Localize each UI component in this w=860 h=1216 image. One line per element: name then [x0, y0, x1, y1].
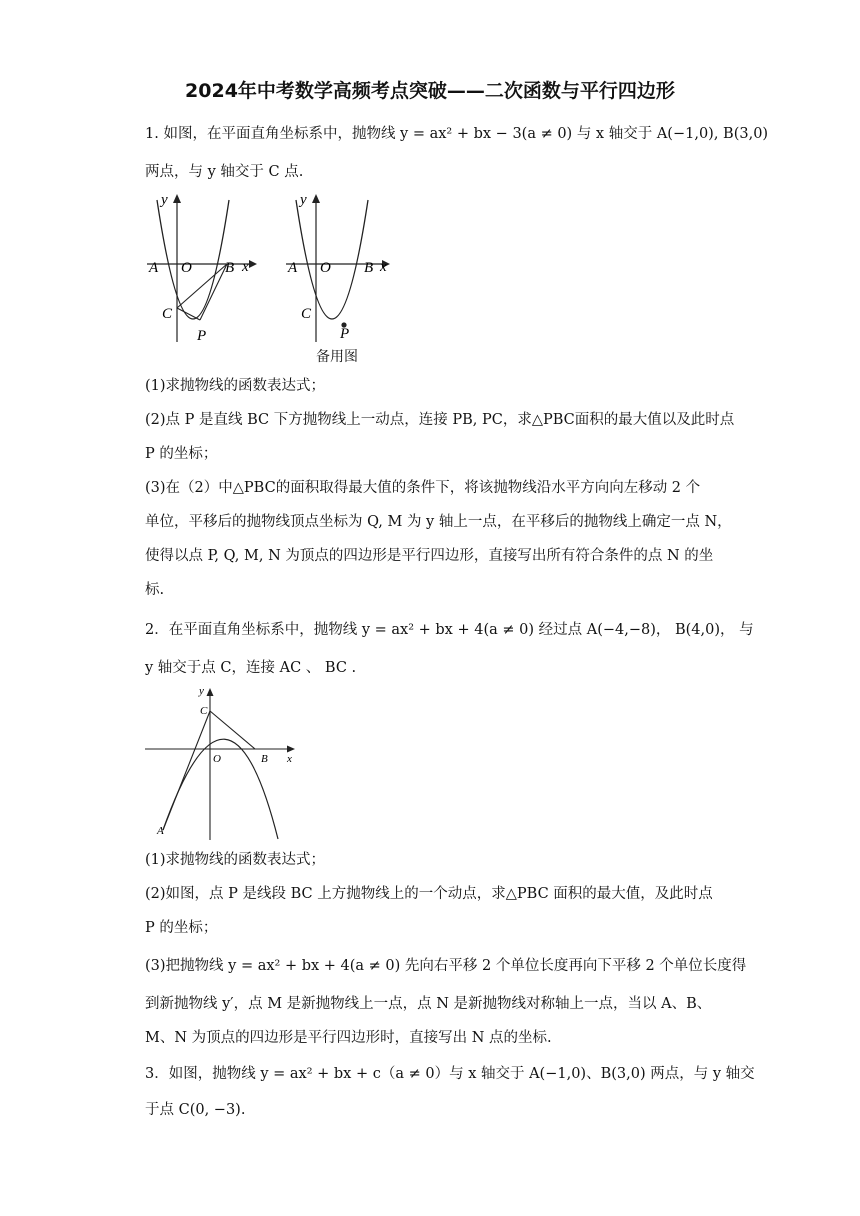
fig2-point-b-label: B	[261, 753, 268, 765]
backup-point-c-label: C	[301, 306, 312, 322]
problem-1-figure-backup	[284, 190, 404, 350]
backup-y-axis-label: y	[300, 192, 307, 208]
problem-2-question-2-line-1: (2)如图，点 P 是线段 BC 上方抛物线上的一个动点，求△PBC 面积的最大值，及此时点	[145, 886, 713, 902]
problem-2-statement-line-1: 2．在平面直角坐标系中，抛物线 y = ax² + bx + 4(a ≠ 0) 经过点 A(−4,−8)， B(4,0)， 与	[145, 622, 754, 638]
problem-1-question-3-line-1: (3)在（2）中△PBC的面积取得最大值的条件下，将该抛物线沿水平方向向左移动 2 个	[145, 480, 701, 496]
problem-1-figure-main	[145, 190, 265, 350]
problem-3-statement-line-2: 于点 C(0, −3).	[145, 1102, 246, 1118]
problem-2-question-3-line-3: M、N 为顶点的四边形是平行四边形时，直接写出 N 点的坐标.	[145, 1030, 552, 1046]
backup-figure-caption: 备用图	[316, 349, 358, 365]
problem-2-question-3-line-2: 到新抛物线 y′，点 M 是新抛物线上一点，点 N 是新抛物线对称轴上一点，当以 A、B、	[145, 996, 712, 1012]
fig2-origin-label: O	[213, 753, 221, 765]
y-axis-label: y	[161, 192, 168, 208]
origin-label: O	[181, 260, 192, 276]
problem-1-question-2-line-2: P 的坐标；	[145, 446, 218, 462]
backup-point-p-label: P	[340, 326, 350, 342]
point-a-label: A	[149, 260, 159, 276]
problem-2-statement-line-2: y 轴交于点 C，连接 AC 、 BC .	[145, 660, 357, 676]
backup-origin-label: O	[320, 260, 331, 276]
problem-1-question-3-line-4: 标.	[145, 582, 165, 598]
fig2-point-c-label: C	[200, 705, 208, 717]
backup-x-axis-label: x	[380, 259, 387, 275]
problem-1-statement-line-1: 1. 如图，在平面直角坐标系中，抛物线 y = ax² + bx − 3(a ≠ 0) 与 x 轴交于 A(−1,0), B(3,0)	[145, 126, 769, 142]
point-c-label: C	[162, 306, 173, 322]
problem-2-question-3-line-1: (3)把抛物线 y = ax² + bx + 4(a ≠ 0) 先向右平移 2 个单位长度再向下平移 2 个单位长度得	[145, 958, 747, 974]
page-title: 2024年中考数学高频考点突破——二次函数与平行四边形	[185, 80, 675, 102]
problem-1-question-1: (1)求抛物线的函数表达式；	[145, 378, 326, 394]
backup-point-a-label: A	[288, 260, 298, 276]
fig2-y-axis-label: y	[199, 685, 204, 697]
x-axis-label: x	[242, 259, 249, 275]
problem-3-statement-line-1: 3．如图，抛物线 y = ax² + bx + c（a ≠ 0）与 x 轴交于 A(−1,0)、B(3,0) 两点，与 y 轴交	[145, 1066, 755, 1082]
problem-2-figure	[145, 684, 305, 846]
point-b-label: B	[225, 260, 235, 276]
problem-1-question-3-line-3: 使得以点 P, Q, M, N 为顶点的四边形是平行四边形，直接写出所有符合条件的点 N 的坐	[145, 548, 714, 564]
problem-2-question-1: (1)求抛物线的函数表达式；	[145, 852, 326, 868]
problem-1-question-2-line-1: (2)点 P 是直线 BC 下方抛物线上一动点，连接 PB, PC，求△PBC面积的最大值以及此时点	[145, 412, 735, 428]
problem-1-question-3-line-2: 单位，平移后的抛物线顶点坐标为 Q, M 为 y 轴上一点，在平移后的抛物线上确定一点 N，	[145, 514, 732, 530]
problem-1-statement-line-2: 两点，与 y 轴交于 C 点.	[145, 164, 304, 180]
backup-point-b-label: B	[364, 260, 374, 276]
problem-2-question-2-line-2: P 的坐标；	[145, 920, 218, 936]
fig2-point-a-label: A	[157, 825, 164, 837]
point-p-label: P	[197, 328, 207, 344]
fig2-x-axis-label: x	[287, 753, 292, 765]
